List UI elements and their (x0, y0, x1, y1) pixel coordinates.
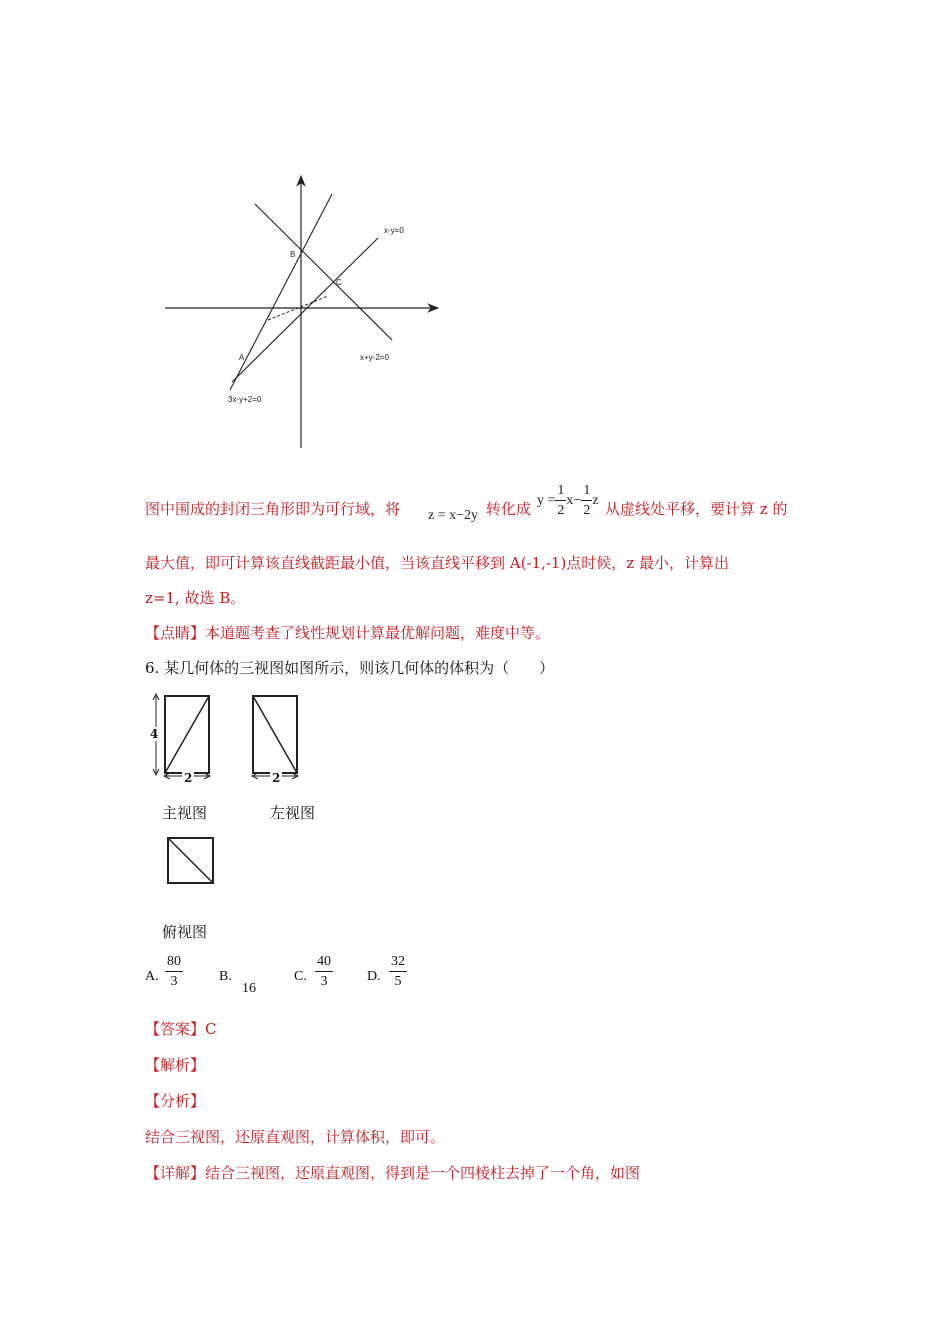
point-c-label: C (336, 278, 342, 287)
analysis-line-2: 最大值，即可计算该直线截距最小值，当该直线平移到 A(-1,-1)点时候，z 最小，计算出 (145, 554, 729, 572)
side-width-label: 2 (272, 771, 281, 785)
jiexi-label: 【解析】 (145, 1056, 206, 1074)
option-a-fraction: $\frac{80}{3}$ (167, 954, 181, 989)
front-view-caption: 主视图 (162, 804, 208, 822)
point-b-label: B (290, 250, 296, 259)
line-x-plus-y-minus-2 (255, 204, 392, 340)
analysis-summary: 结合三视图，还原直观图，计算体积，即可。 (145, 1128, 446, 1146)
label-x-minus-y: x-y=0 (384, 226, 404, 235)
option-c-letter: C. (294, 969, 307, 984)
question-6-stem: 6. 某几何体的三视图如图所示，则该几何体的体积为（ ） (145, 659, 555, 677)
front-width-label: 2 (184, 771, 193, 785)
line-x-minus-y (232, 238, 378, 382)
option-d-letter: D. (367, 969, 381, 984)
fenxi-label: 【分析】 (145, 1092, 206, 1110)
analysis-line-3: z=1, 故选 B。 (145, 589, 246, 607)
option-a-letter: A. (145, 969, 159, 984)
line-3x-minus-y-plus-2 (230, 194, 332, 390)
option-c-fraction: $\frac{40}{3}$ (317, 954, 331, 989)
point-a-label: A (239, 353, 245, 362)
formula-z: z = x−2y (428, 508, 479, 523)
formula-y: y = $\frac{1}{2}$ x− $\frac{1}{2}$ z (537, 483, 599, 518)
analysis-text-1b: 转化成 (486, 500, 532, 518)
linear-programming-graph (160, 170, 450, 455)
option-b-value: 16 (242, 981, 256, 996)
front-height-label: 4 (150, 727, 159, 741)
answer-options (145, 955, 445, 999)
label-x-plus-y-minus-2: x+y-2=0 (360, 353, 389, 362)
top-view (165, 835, 217, 887)
option-b-letter: B. (219, 969, 232, 984)
dianjing-note: 【点睛】本道题考查了线性规划计算最优解问题，难度中等。 (145, 624, 551, 642)
analysis-text-1c: 从虚线处平移，要计算 z 的 (605, 500, 788, 518)
detail-text: 【详解】结合三视图，还原直观图，得到是一个四棱柱去掉了一个角，如图 (145, 1164, 641, 1182)
option-d-fraction: $\frac{32}{5}$ (391, 954, 405, 989)
top-view-caption: 俯视图 (162, 923, 208, 941)
label-3x-minus-y-plus-2: 3x-y+2=0 (228, 395, 262, 404)
analysis-text-1a: 图中围成的封闭三角形即为可行域，将 (145, 500, 401, 518)
answer-label: 【答案】C (145, 1020, 217, 1038)
side-view-caption: 左视图 (270, 804, 316, 822)
